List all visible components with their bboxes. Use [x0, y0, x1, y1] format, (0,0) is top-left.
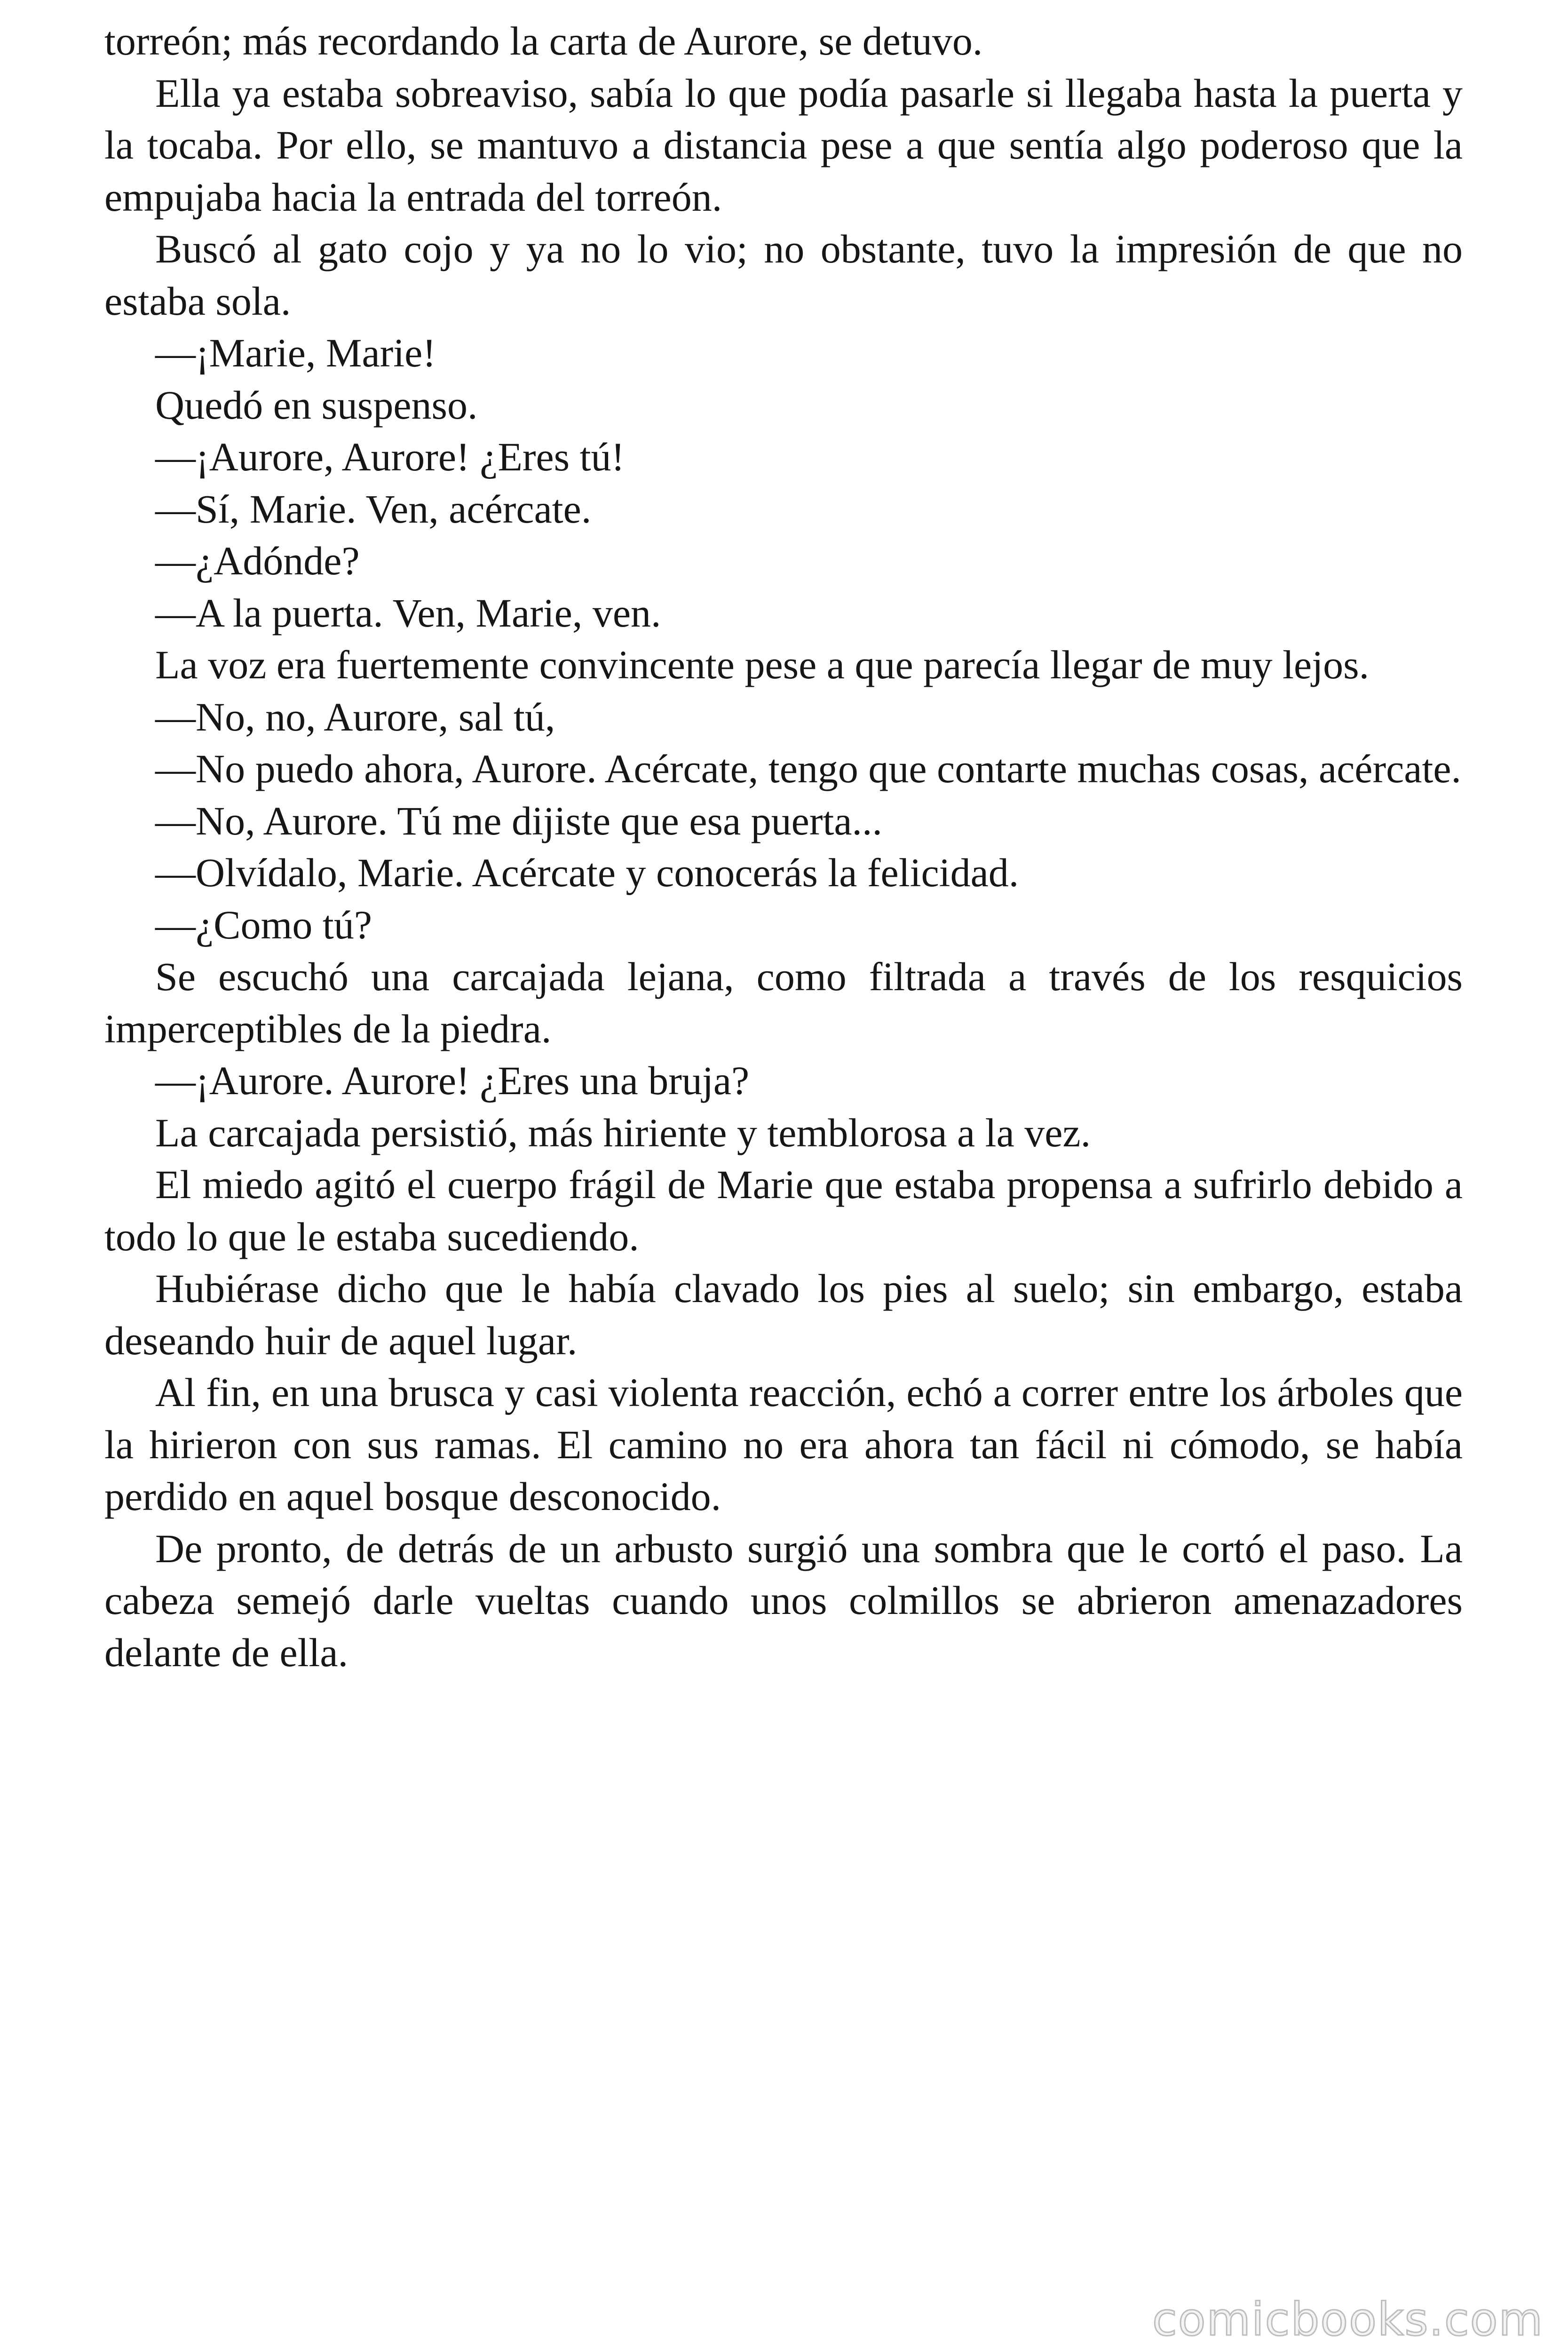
dialogue-line: —Sí, Marie. Ven, acércate. — [155, 486, 592, 532]
paragraph: Quedó en suspenso. — [155, 382, 478, 428]
paragraph: Ella ya estaba sobreaviso, sabía lo que podía pasarle si llegaba hasta la puerta y la tocaba. Por ello, se mantuvo a distancia pese a que sentía algo poderoso que la empujaba hacia la entrada del torreón. — [104, 70, 1463, 220]
dialogue-line: —A la puerta. Ven, Marie, ven. — [155, 590, 661, 636]
paragraph: Hubiérase dicho que le había clavado los pies al suelo; sin embargo, estaba deseando huir de aquel lugar. — [104, 1266, 1463, 1363]
paragraph: Se escuchó una carcajada lejana, como filtrada a través de los resquicios imperceptibles de la piedra. — [104, 954, 1463, 1051]
dialogue-line: —No, no, Aurore, sal tú, — [155, 694, 555, 739]
body-text — [104, 15, 1463, 1678]
paragraph: La voz era fuertemente convincente pese a que parecía llegar de muy lejos. — [155, 642, 1370, 687]
paragraph: El miedo agitó el cuerpo frágil de Marie que estaba propensa a sufrirlo debido a todo lo que le estaba sucediendo. — [104, 1162, 1463, 1259]
dialogue-line: —¿Como tú? — [155, 902, 372, 947]
paragraph: torreón; más recordando la carta de Aurore, se detuvo. — [104, 18, 983, 64]
watermark: comicbooks.com — [1152, 2293, 1544, 2346]
paragraph: Buscó al gato cojo y ya no lo vio; no obstante, tuvo la impresión de que no estaba sola. — [104, 226, 1463, 324]
dialogue-line: —No puedo ahora, Aurore. Acércate, tengo que contarte muchas cosas, acércate. — [155, 746, 1462, 791]
paragraph: La carcajada persistió, más hiriente y temblorosa a la vez. — [155, 1110, 1091, 1155]
paragraph: Al fin, en una brusca y casi violenta reacción, echó a correr entre los árboles que la hirieron con sus ramas. El camino no era ahora tan fácil ni cómodo, se había perdido en aquel bosque desconocido. — [104, 1370, 1463, 1519]
dialogue-line: —¿Adónde? — [155, 538, 360, 583]
dialogue-line: —¡Marie, Marie! — [155, 330, 436, 375]
dialogue-line: —Olvídalo, Marie. Acércate y conocerás la felicidad. — [155, 850, 1019, 895]
dialogue-line: —¡Aurore. Aurore! ¿Eres una bruja? — [155, 1058, 750, 1103]
dialogue-line: —No, Aurore. Tú me dijiste que esa puerta... — [155, 798, 883, 843]
dialogue-line: —¡Aurore, Aurore! ¿Eres tú! — [155, 434, 625, 479]
paragraph: De pronto, de detrás de un arbusto surgió una sombra que le cortó el paso. La cabeza semejó darle vueltas cuando unos colmillos se abrieron amenazadores delante de ella. — [104, 1526, 1463, 1675]
